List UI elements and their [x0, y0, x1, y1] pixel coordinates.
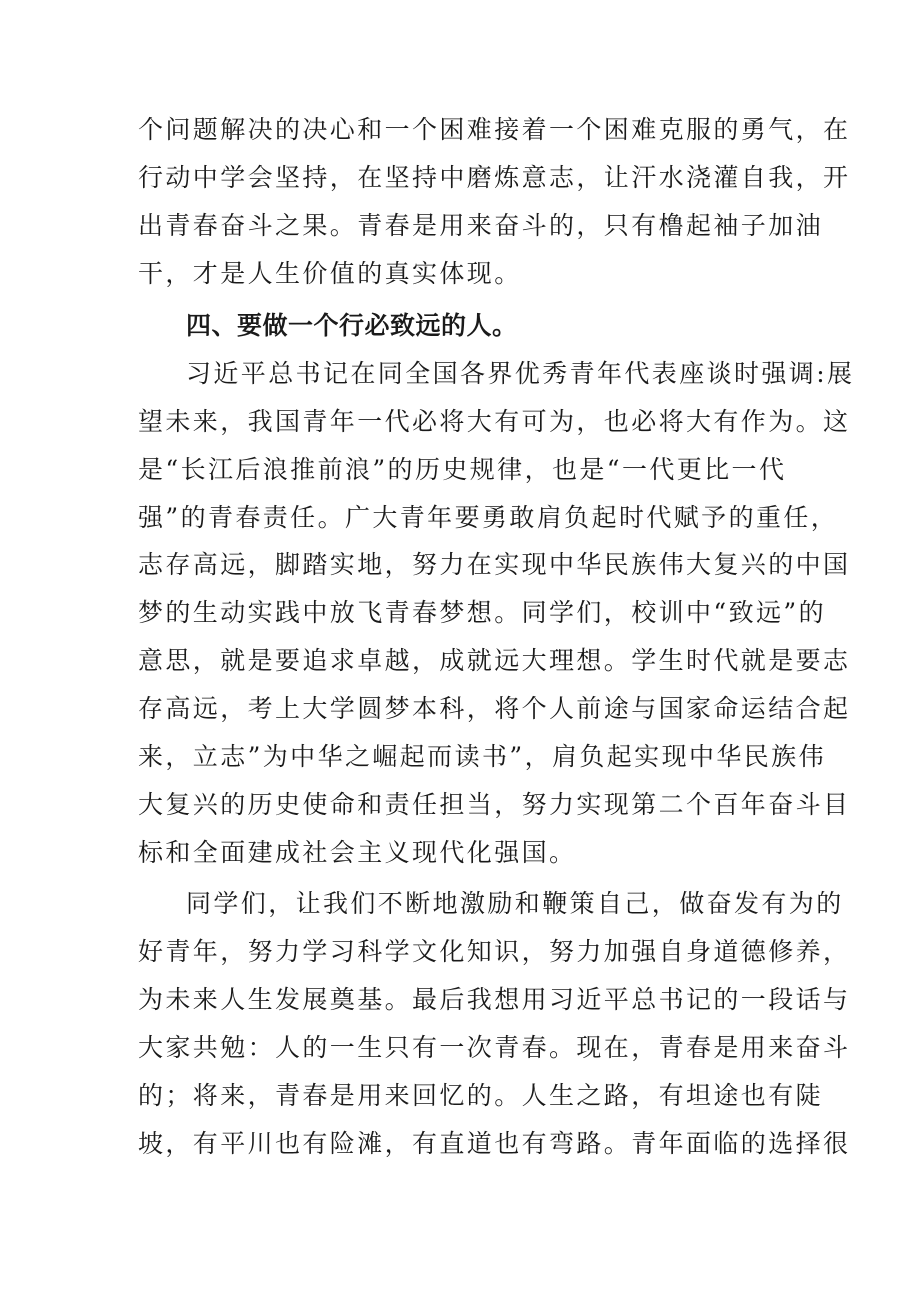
paragraph-line: 坡，有平川也有险滩，有直道也有弯路。青年面临的选择很 [138, 1129, 851, 1158]
paragraph-line: 梦的生动实践中放飞青春梦想。同学们，校训中“致远”的 [138, 598, 826, 627]
paragraph-line: 强”的青春责任。广大青年要勇敢肩负起时代赋予的重任， [138, 503, 839, 532]
paragraph-line: 习近平总书记在同全国各界优秀青年代表座谈时强调:展 [186, 359, 855, 388]
paragraph-line: 个问题解决的决心和一个困难接着一个困难克服的勇气，在 [138, 115, 851, 144]
paragraph-line: 为未来人生发展奠基。最后我想用习近平总书记的一段话与 [138, 985, 851, 1014]
paragraph-line: 大复兴的历史使命和责任担当，努力实现第二个百年奋斗目 [138, 790, 851, 819]
paragraph-line: 的；将来，青春是用来回忆的。人生之路，有坦途也有陡 [138, 1081, 824, 1110]
paragraph-line: 意思，就是要追求卓越，成就远大理想。学生时代就是要志 [138, 646, 851, 675]
paragraph-line: 同学们，让我们不断地激励和鞭策自己，做奋发有为的 [186, 889, 844, 918]
paragraph-line: 标和全面建成社会主义现代化强国。 [138, 838, 577, 867]
paragraph-line: 干，才是人生价值的真实体现。 [138, 259, 522, 288]
paragraph-line: 望未来，我国青年一代必将大有可为，也必将大有作为。这 [138, 407, 851, 436]
paragraph-line: 行动中学会坚持，在坚持中磨炼意志，让汗水浇灌自我，开 [138, 163, 851, 192]
paragraph-line: 好青年，努力学习科学文化知识，努力加强自身道德修养， [138, 937, 851, 966]
paragraph-line: 出青春奋斗之果。青春是用来奋斗的，只有橹起袖子加油 [138, 211, 824, 240]
paragraph-line: 存高远，考上大学圆梦本科，将个人前途与国家命运结合起 [138, 694, 851, 723]
paragraph-line: 来，立志”为中华之崛起而读书”，肩负起实现中华民族伟 [138, 742, 826, 771]
section-heading: 四、要做一个行必致远的人。 [186, 311, 518, 340]
paragraph-line: 大家共勉：人的一生只有一次青春。现在，青春是用来奋斗 [138, 1033, 851, 1062]
paragraph-line: 志存高远，脚踏实地，努力在实现中华民族伟大复兴的中国 [138, 550, 851, 579]
paragraph-line: 是“长江后浪推前浪”的历史规律，也是“一代更比一代 [138, 455, 787, 484]
